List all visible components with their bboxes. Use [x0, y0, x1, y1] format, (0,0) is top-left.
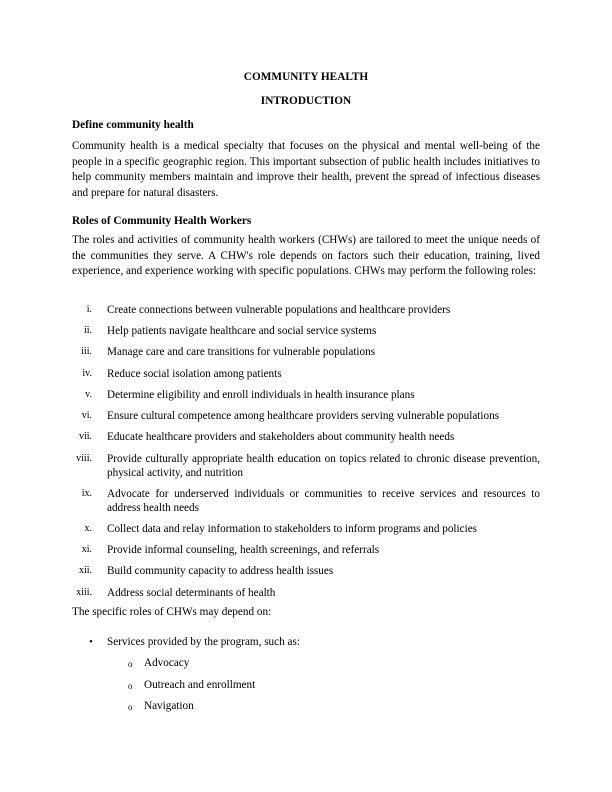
- list-item-text: Manage care and care transitions for vulnerable populations: [107, 346, 376, 358]
- list-item-text: Help patients navigate healthcare and social service systems: [107, 325, 377, 337]
- list-number: vi.: [81, 410, 92, 421]
- list-number: iii.: [81, 346, 92, 357]
- list-item-text: Provide culturally appropriate health education on topics related to chronic disease prevention, physical activity, and nutrition: [107, 453, 540, 479]
- sub-bullet-mark: o: [128, 681, 133, 691]
- list-item-text: Educate healthcare providers and stakeholders about community health needs: [107, 431, 455, 443]
- list-item-text: Create connections between vulnerable populations and healthcare providers: [107, 304, 451, 316]
- document-title: COMMUNITY HEALTH: [243, 71, 369, 83]
- specific-roles-intro: The specific roles of CHWs may depend on:: [72, 606, 272, 618]
- sub-bullet-item: Navigation: [144, 700, 194, 712]
- sub-bullet-item: Advocacy: [144, 657, 190, 669]
- list-item-text: Determine eligibility and enroll individuals in health insurance plans: [107, 389, 415, 401]
- list-item-text: Ensure cultural competence among healthcare providers serving vulnerable populations: [107, 410, 500, 422]
- sub-bullet-item: Outreach and enrollment: [144, 679, 256, 691]
- bullet-text: Services provided by the program, such as:: [107, 636, 300, 648]
- list-item-text: Build community capacity to address health issues: [107, 565, 334, 577]
- sub-bullet-mark: o: [128, 702, 133, 712]
- list-number: ii.: [83, 325, 92, 336]
- list-item-text: Address social determinants of health: [107, 587, 276, 599]
- list-number: xi.: [81, 544, 92, 555]
- list-number: v.: [85, 389, 92, 400]
- list-item-text: Provide informal counseling, health screenings, and referrals: [107, 544, 380, 556]
- list-item-text: Collect data and relay information to stakeholders to inform programs and policies: [107, 523, 478, 535]
- list-number: xiii.: [76, 587, 92, 598]
- list-number: i.: [86, 304, 92, 315]
- sub-bullet-mark: o: [128, 659, 133, 669]
- section-heading-define: Define community health: [72, 119, 194, 131]
- list-item-text: Reduce social isolation among patients: [107, 368, 282, 380]
- section-heading-roles: Roles of Community Health Workers: [72, 215, 252, 227]
- list-number: xii.: [78, 565, 92, 576]
- bullet-dot: •: [89, 636, 93, 648]
- list-number: viii.: [76, 453, 92, 464]
- list-item-text: Advocate for underserved individuals or communities to receive services and resources to address health needs: [107, 488, 540, 514]
- list-number: iv.: [82, 368, 92, 379]
- section-body-roles: The roles and activities of community health workers (CHWs) are tailored to meet the unique needs of the communities they serve. A CHW's role depends on factors such their education, training, lived experience, and experience working with specific populations. CHWs may perform the following roles:: [72, 234, 540, 278]
- list-number: x.: [84, 523, 92, 534]
- section-body-define: Community health is a medical specialty that focuses on the physical and mental well-being of the people in a specific geographic region. This important subsection of public health includes initiatives to help community members maintain and improve their health, prevent the spread of infectious diseases and prepare for natural disasters.: [72, 140, 540, 199]
- document-subtitle: INTRODUCTION: [260, 95, 352, 107]
- list-number: vii.: [78, 431, 92, 442]
- list-number: ix.: [81, 488, 92, 499]
